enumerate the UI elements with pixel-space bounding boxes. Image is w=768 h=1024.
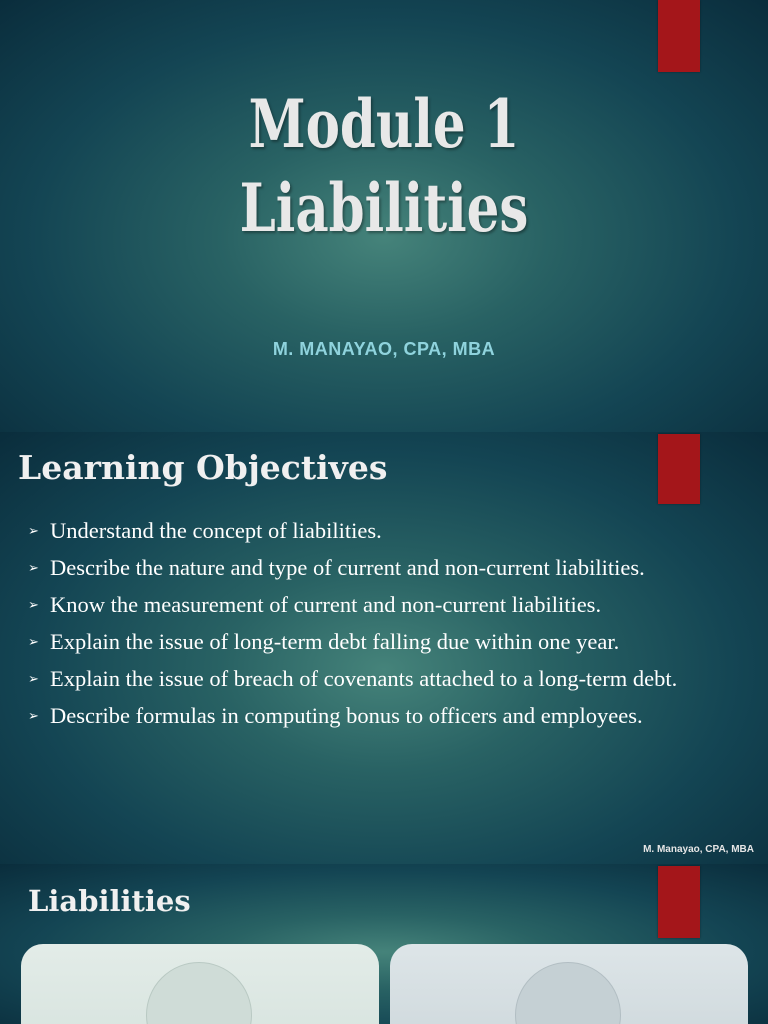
arrowhead-bullet-icon: ➢ [28, 672, 39, 687]
slide-title [84, 82, 683, 250]
title-line-2: Liabilities [239, 169, 529, 247]
list-item: ➢ Explain the issue of breach of covenants attached to a long-term debt. [28, 664, 741, 693]
list-item: ➢ Know the measurement of current and non-current liabilities. [28, 590, 741, 619]
arrowhead-bullet-icon: ➢ [28, 561, 39, 576]
list-item: ➢ Explain the issue of long-term debt falling due within one year. [28, 627, 741, 656]
liabilities-slide [0, 864, 768, 1024]
slide-footer: M. Manayao, CPA, MBA [643, 844, 754, 855]
red-accent-tab [658, 866, 700, 938]
learning-objectives-slide [0, 432, 768, 864]
card-circle [146, 962, 252, 1024]
content-card-right [390, 944, 748, 1024]
red-accent-tab [658, 0, 700, 72]
arrowhead-bullet-icon: ➢ [28, 635, 39, 650]
arrowhead-bullet-icon: ➢ [28, 709, 39, 724]
red-accent-tab [658, 434, 700, 504]
arrowhead-bullet-icon: ➢ [28, 524, 39, 539]
slide-heading: Liabilities [28, 884, 191, 918]
arrowhead-bullet-icon: ➢ [28, 598, 39, 613]
title-line-1: Module 1 [248, 85, 520, 163]
slide-heading: Learning Objectives [18, 448, 388, 487]
list-item: ➢ Understand the concept of liabilities. [28, 516, 741, 545]
list-item: ➢ Describe formulas in computing bonus to officers and employees. [28, 701, 741, 730]
content-card-left [21, 944, 379, 1024]
list-item: ➢ Describe the nature and type of current and non-current liabilities. [28, 553, 741, 582]
card-circle [515, 962, 621, 1024]
title-slide [0, 0, 768, 432]
author-name: M. MANAYAO, CPA, MBA [272, 339, 496, 359]
objectives-list [28, 516, 741, 738]
